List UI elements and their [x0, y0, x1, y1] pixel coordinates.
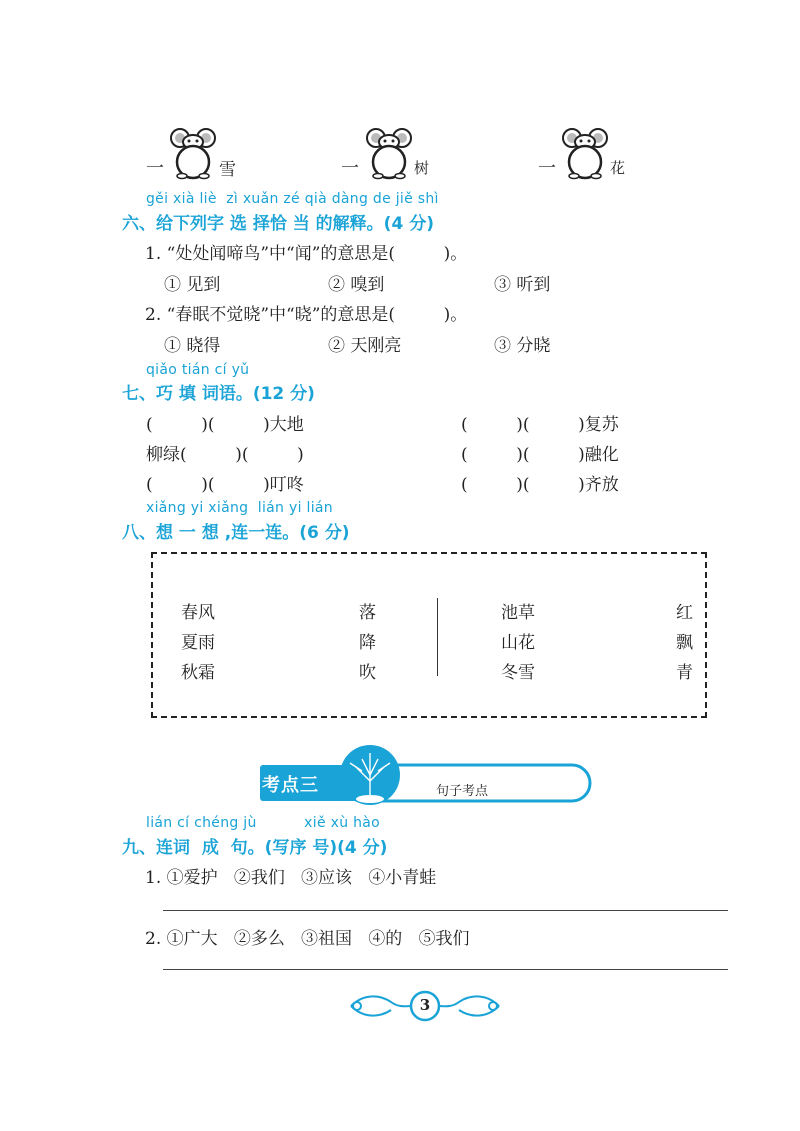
- fill-blank-item: ( )( )叮咚: [146, 475, 304, 495]
- fill-blank-item: ( )( )融化: [461, 445, 619, 465]
- section-6-pinyin: gěi xià liè zì xuǎn zé qià dàng de jiě shì: [146, 191, 439, 207]
- dash-3: 一: [538, 158, 556, 179]
- question-9-2: 2. ①广大 ②多么 ③祖国 ④的 ⑤我们: [145, 929, 470, 949]
- answer-line-2[interactable]: [163, 969, 728, 970]
- mouse-icon: [168, 124, 218, 180]
- match-left-b-3[interactable]: 吹: [359, 663, 376, 683]
- match-left-a-3[interactable]: 秋霜: [181, 663, 215, 683]
- page-number: 3: [419, 996, 431, 1014]
- word-2: 树: [414, 159, 430, 177]
- matching-divider: [437, 598, 438, 676]
- question-1-option-3: ③ 听到: [494, 275, 551, 295]
- match-right-a-1[interactable]: 池草: [501, 603, 535, 623]
- answer-line-1[interactable]: [163, 910, 728, 911]
- mouse-icon: [560, 124, 610, 180]
- question-2-stem: 2. “春眠不觉晓”中“晓”的意思是( )。: [145, 305, 468, 325]
- match-left-a-2[interactable]: 夏雨: [181, 633, 215, 653]
- dash-1: 一: [146, 158, 164, 179]
- dash-2: 一: [341, 158, 359, 179]
- section-8-title: 八、想 一 想 ,连一连。(6 分): [122, 523, 350, 543]
- section-7-title: 七、巧 填 词语。(12 分): [122, 384, 315, 404]
- word-3: 花: [610, 159, 626, 177]
- matching-box: [151, 552, 707, 718]
- question-1-stem: 1. “处处闻啼鸟”中“闻”的意思是( )。: [145, 244, 468, 264]
- match-right-a-3[interactable]: 冬雪: [501, 663, 535, 683]
- fill-blank-item: ( )( )复苏: [461, 415, 619, 435]
- match-left-b-1[interactable]: 落: [359, 603, 376, 623]
- match-left-a-1[interactable]: 春风: [181, 603, 215, 623]
- question-1-option-2: ② 嗅到: [328, 275, 385, 295]
- question-2-option-1: ① 晓得: [164, 336, 221, 356]
- question-2-option-3: ③ 分晓: [494, 336, 551, 356]
- banner-subtitle: 句子考点: [436, 784, 489, 799]
- match-right-b-3[interactable]: 青: [676, 663, 693, 683]
- match-right-b-2[interactable]: 飘: [676, 633, 693, 653]
- fill-blank-item: ( )( )大地: [146, 415, 304, 435]
- question-9-1: 1. ①爱护 ②我们 ③应该 ④小青蛙: [145, 868, 437, 888]
- question-1-option-1: ① 见到: [164, 275, 221, 295]
- section-9-title: 九、连词 成 句。(写序 号)(4 分): [122, 838, 388, 858]
- section-9-pinyin: lián cí chéng jù xiě xù hào: [146, 815, 381, 831]
- mouse-icon: [364, 124, 414, 180]
- match-right-a-2[interactable]: 山花: [501, 633, 535, 653]
- section-8-pinyin: xiǎng yi xiǎng lián yi lián: [146, 500, 333, 516]
- section-7-pinyin: qiǎo tián cí yǔ: [146, 362, 250, 378]
- fill-blank-item: 柳绿( )( ): [146, 445, 304, 465]
- question-2-option-2: ② 天刚亮: [328, 336, 402, 356]
- banner-label: 考点三: [262, 775, 319, 796]
- section-6-title: 六、给下列字 选 择恰 当 的解释。(4 分): [122, 214, 434, 234]
- word-1: 雪: [219, 160, 236, 180]
- fill-blank-item: ( )( )齐放: [461, 475, 619, 495]
- match-right-b-1[interactable]: 红: [676, 603, 693, 623]
- match-left-b-2[interactable]: 降: [359, 633, 376, 653]
